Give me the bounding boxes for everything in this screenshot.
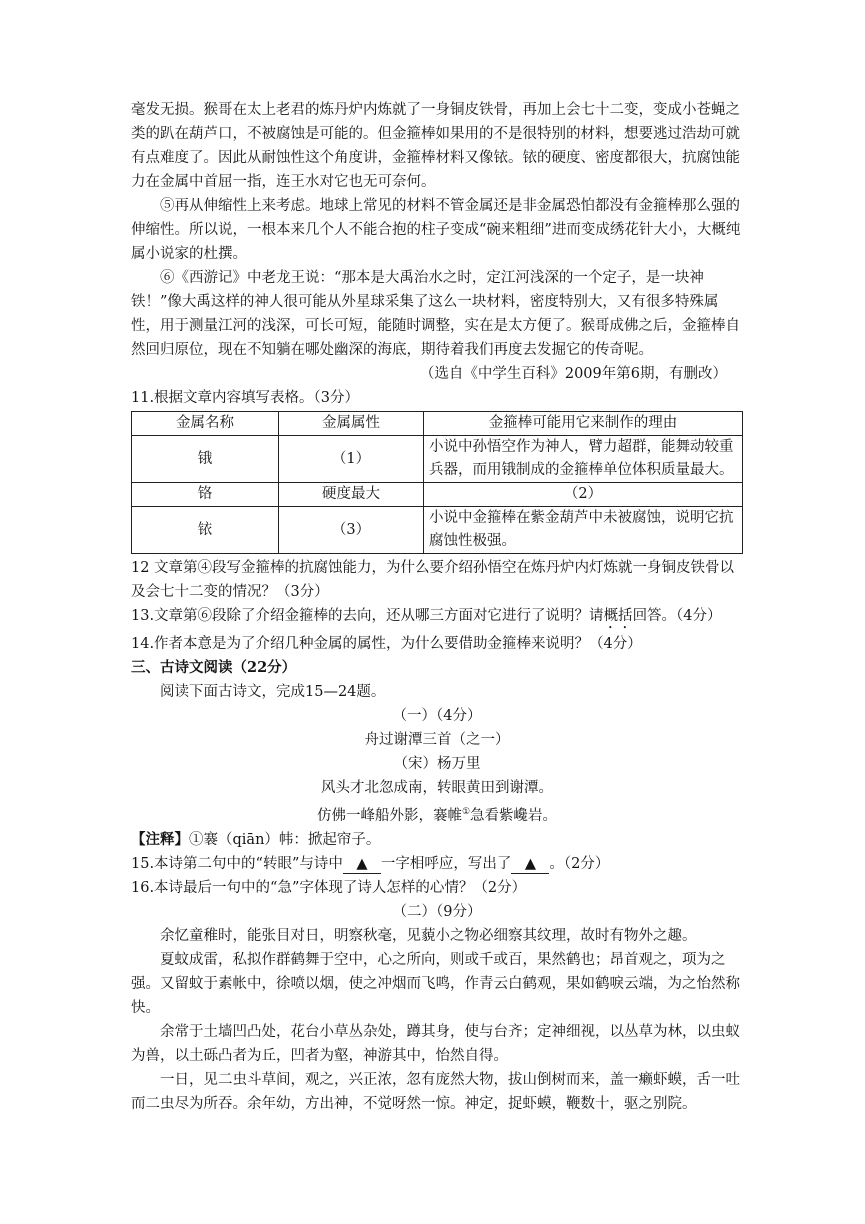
table-cell: 小说中金箍棒在紫金葫芦中未被腐蚀，说明它抗腐蚀性极强。 — [424, 507, 743, 554]
poem-title: 舟过谢潭三首（之一） — [364, 732, 510, 748]
table-cell: 小说中孙悟空作为神人，臂力超群，能舞动较重兵器，而用锇制成的金箍棒单位体积质量最大。 — [424, 436, 743, 483]
question-13-text-end: 回答。（4分） — [632, 608, 722, 624]
note-label: 【注释】 — [131, 830, 189, 848]
answer-blank: ▲ — [511, 855, 549, 874]
article-source: （选自《中学生百科》2009年第6期，有删改） — [419, 366, 727, 382]
table-cell: （1） — [279, 436, 424, 483]
note-text: ①褰（qiān）帏：掀起帘子。 — [189, 831, 381, 848]
question-12: 12 文章第④段写金箍棒的抗腐蚀能力，为什么要介绍孙悟空在炼丹炉内灯炼就一身铜皮铁骨以及会七十二变的情况？（3分） — [131, 560, 735, 600]
emphasized-word: 概括 — [603, 608, 633, 624]
question-11: 11.根据文章内容填写表格。（3分） — [131, 390, 360, 406]
question-15 — [131, 852, 743, 876]
section-heading: 三、古诗文阅读（22分） — [131, 659, 297, 676]
footnote-marker: ① — [461, 807, 471, 817]
table-header-cell: 金属属性 — [279, 412, 424, 436]
answer-blank: ▲ — [343, 855, 381, 874]
article-paragraph-5: ⑤再从伸缩性上来考虑。地球上常见的材料不管金属还是非金属恐怕都没有金箍棒那么强的伸缩性。所以说，一根本来几个人不能合抱的柱子变成“碗来粗细”进而变成绣花针大小，大概纯属小说家的杜撰。 — [131, 198, 741, 262]
article-paragraph-6: ⑥《西游记》中老龙王说：“那本是大禹治水之时，定江河浅深的一个定子，是一块神铁！”像大禹这样的神人很可能从外星球采集了这么一块材料，密度特别大，又有很多特殊属性，用于测量江河的浅深，可长可短，能随时调整，实在是太方便了。猴哥成佛之后，金箍棒自然回归原位，现在不知躺在哪处幽深的海底，期待着我们再度去发掘它的传奇呢。 — [131, 270, 740, 358]
poem-line-2-end: 急看紫巉岩。 — [470, 807, 558, 824]
prose-paragraph: 一日，见二虫斗草间，观之，兴正浓，忽有庞然大物，拔山倒树而来，盖一癞虾蟆，舌一吐而二虫尽为所吞。余年幼，方出神，不觉呀然一惊。神定，捉虾蟆，鞭数十，驱之别院。 — [131, 1071, 740, 1112]
poem-line-2-start: 仿佛一峰船外影，褰帷 — [316, 807, 462, 824]
table-cell: （3） — [279, 507, 424, 554]
prose-paragraph: 余忆童稚时，能张目对日，明察秋毫，见藐小之物必细察其纹理，故时有物外之趣。 — [160, 927, 697, 944]
table-row — [132, 436, 743, 483]
question-15-text: 15.本诗第二句中的“转眼”与诗中 — [131, 855, 343, 872]
question-14: 14.作者本意是为了介绍几种金属的属性，为什么要借助金箍棒来说明？（4分） — [131, 636, 642, 652]
metal-table — [131, 411, 743, 554]
poem-line-2 — [131, 800, 743, 828]
table-header-cell: 金箍棒可能用它来制作的理由 — [424, 412, 743, 436]
question-13-text: 13.文章第⑥段除了介绍金箍棒的去向，还从哪三方面对它进行了说明？请 — [131, 608, 604, 624]
prose-paragraph: 夏蚊成雷，私拟作群鹤舞于空中，心之所向，则或千或百，果然鹤也；昂首观之，项为之强。又留蚊于素帐中，徐喷以烟，使之冲烟而飞鸣，作青云白鹤观，果如鹤唳云端，为之怡然称快。 — [131, 951, 740, 1016]
table-cell: 锇 — [132, 436, 279, 483]
table-cell: 铱 — [132, 507, 279, 554]
table-cell: 硬度最大 — [279, 483, 424, 507]
question-15-text-end: 。（2分） — [549, 855, 610, 872]
question-13 — [131, 604, 743, 632]
poem-line-1: 风头才北忽成南，转眼黄田到谢潭。 — [321, 780, 553, 796]
prose-paragraph: 余常于土墙凹凸处，花台小草丛杂处，蹲其身，使与台齐；定神细视，以丛草为林，以虫蚁为兽，以土砾凸者为丘，凹者为壑，神游其中，怡然自得。 — [131, 1023, 740, 1064]
table-header-cell: 金属名称 — [132, 412, 279, 436]
part-2-label: （二）（9分） — [392, 903, 482, 920]
poem-note — [131, 828, 743, 852]
part-1-label: （一）（4分） — [392, 708, 482, 724]
poem-author: （宋）杨万里 — [393, 756, 481, 772]
question-16: 16.本诗最后一句中的“急”字体现了诗人怎样的心情？（2分） — [131, 879, 527, 896]
section-intro: 阅读下面古诗文，完成15—24题。 — [160, 684, 386, 700]
question-15-text-middle: 一字相呼应，写出了 — [380, 855, 512, 872]
table-cell: （2） — [424, 483, 743, 507]
table-cell: 铬 — [132, 483, 279, 507]
table-header-row — [132, 412, 743, 436]
page-content — [131, 98, 743, 1116]
table-row — [132, 483, 743, 507]
table-row — [132, 507, 743, 554]
article-paragraph-4-continued: 毫发无损。猴哥在太上老君的炼丹炉内炼就了一身铜皮铁骨，再加上会七十二变，变成小苍蝇之类的趴在葫芦口，不被腐蚀是可能的。但金箍棒如果用的不是很特别的材料，想要逃过浩劫可就有点难度了。因此从耐蚀性这个角度讲，金箍棒材料又像铱。铱的硬度、密度都很大，抗腐蚀能力在金属中首屈一指，连王水对它也无可奈何。 — [131, 102, 740, 190]
